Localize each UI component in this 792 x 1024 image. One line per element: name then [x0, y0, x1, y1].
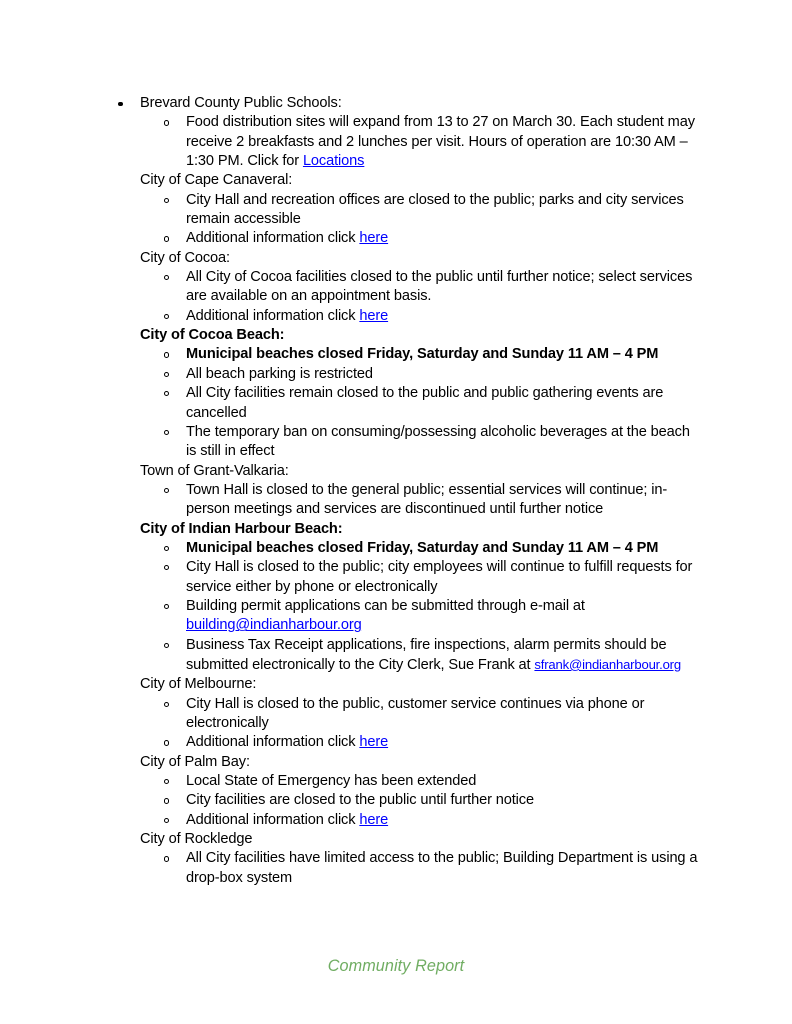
agency-detail-item	[104, 307, 704, 326]
detail-text: All beach parking is restricted	[186, 365, 373, 382]
agency-group	[104, 753, 704, 830]
agency-heading	[104, 830, 704, 849]
agency-group	[104, 520, 704, 676]
circle-bullet-icon	[164, 236, 169, 241]
agency-group	[104, 675, 704, 752]
agency-heading	[104, 171, 704, 190]
agency-detail-item	[104, 481, 704, 520]
circle-bullet-icon	[164, 798, 169, 803]
agency-heading	[104, 249, 704, 268]
detail-text: Building permit applications can be submitted through e-mail at	[186, 597, 585, 614]
circle-bullet-icon	[164, 546, 169, 551]
agency-detail-item	[104, 558, 704, 597]
detail-text: Food distribution sites will expand from 13 to 27 on March 30. Each student may receive 2 breakfasts and 2 lunches per visit. Hours of operation are 10:30 AM – 1:30 PM. Click for	[186, 114, 695, 170]
detail-text: Local State of Emergency has been extended	[186, 773, 477, 790]
agency-detail-item	[104, 113, 704, 171]
detail-text: City facilities are closed to the public until further notice	[186, 792, 534, 809]
agency-heading-text: City of Cocoa Beach:	[140, 327, 285, 344]
circle-bullet-icon	[164, 779, 169, 784]
agency-detail-item	[104, 345, 704, 364]
agency-heading-text: City of Melbourne:	[140, 676, 257, 693]
circle-bullet-icon	[164, 372, 169, 377]
circle-bullet-icon	[164, 565, 169, 570]
circle-bullet-icon	[164, 314, 169, 319]
disc-bullet-icon	[118, 102, 123, 107]
inline-link[interactable]: here	[359, 734, 389, 751]
circle-bullet-icon	[164, 120, 169, 125]
agency-detail-list	[104, 772, 704, 830]
detail-text: The temporary ban on consuming/possessing alcoholic beverages at the beach is still in effect	[186, 423, 690, 460]
circle-bullet-icon	[164, 856, 169, 861]
detail-text: Municipal beaches closed Friday, Saturday and Sunday 11 AM – 4 PM	[186, 539, 659, 556]
agency-group	[104, 830, 704, 888]
circle-bullet-icon	[164, 604, 169, 609]
detail-text: All City facilities have limited access to the public; Building Department is using a drop-box system	[186, 850, 698, 886]
detail-text: All City facilities remain closed to the public and public gathering events are cancelled	[186, 385, 664, 421]
agency-detail-list	[104, 481, 704, 520]
agency-detail-list	[104, 695, 704, 753]
circle-bullet-icon	[164, 702, 169, 707]
detail-text: Additional information click	[186, 307, 360, 324]
circle-bullet-icon	[164, 818, 169, 823]
detail-text: City Hall is closed to the public; city employees will continue to fulfill requests for service either by phone or electronically	[186, 559, 693, 595]
agency-detail-item	[104, 191, 704, 230]
agency-heading-text: City of Cocoa:	[140, 249, 230, 266]
agency-detail-item	[104, 365, 704, 384]
agency-detail-list	[104, 539, 704, 675]
agency-detail-item	[104, 539, 704, 558]
detail-text: All City of Cocoa facilities closed to the public until further notice; select services are available on an appointment basis.	[186, 269, 693, 305]
agency-detail-item	[104, 772, 704, 791]
agency-group	[104, 326, 704, 461]
agency-heading	[104, 753, 704, 772]
agency-heading-text: City of Palm Bay:	[140, 753, 250, 770]
circle-bullet-icon	[164, 430, 169, 435]
agency-detail-item	[104, 791, 704, 810]
inline-link[interactable]: here	[359, 811, 389, 828]
agency-heading-text: City of Rockledge	[140, 831, 253, 848]
agency-heading	[104, 520, 704, 539]
agency-detail-list	[104, 345, 704, 461]
agency-group	[104, 171, 704, 248]
agency-group	[104, 94, 704, 171]
agency-heading-text: Brevard County Public Schools:	[140, 95, 342, 111]
footer-label: Community Report	[327, 957, 465, 975]
circle-bullet-icon	[164, 391, 169, 396]
detail-text: Municipal beaches closed Friday, Saturday and Sunday 11 AM – 4 PM	[186, 346, 659, 363]
inline-link[interactable]: sfrank@indianharbour.org	[534, 656, 681, 672]
agency-detail-item	[104, 849, 704, 888]
agency-detail-list	[104, 268, 704, 326]
detail-text: Business Tax Receipt applications, fire inspections, alarm permits should be submitted electronically to the City Clerk, Sue Frank at	[186, 636, 667, 673]
agency-heading	[104, 462, 704, 481]
agency-heading-text: City of Indian Harbour Beach:	[140, 520, 343, 537]
agency-detail-list	[104, 191, 704, 249]
circle-bullet-icon	[164, 488, 169, 493]
circle-bullet-icon	[164, 643, 169, 648]
agency-detail-item	[104, 695, 704, 734]
inline-link[interactable]: here	[359, 230, 389, 247]
circle-bullet-icon	[164, 740, 169, 745]
agency-group	[104, 249, 704, 326]
agency-detail-list	[104, 113, 704, 171]
document-body	[104, 94, 704, 888]
agency-detail-list	[104, 849, 704, 888]
agency-detail-item	[104, 733, 704, 752]
agency-group	[104, 462, 704, 520]
inline-link[interactable]: Locations	[302, 153, 365, 170]
circle-bullet-icon	[164, 198, 169, 203]
agency-detail-item	[104, 636, 704, 676]
agency-heading	[104, 675, 704, 694]
agency-detail-item	[104, 384, 704, 423]
detail-text: Additional information click	[186, 734, 360, 751]
inline-link[interactable]: building@indianharbour.org	[186, 617, 362, 634]
circle-bullet-icon	[164, 352, 169, 357]
detail-text: Town Hall is closed to the general public; essential services will continue; in-person meetings and services are discontinued until further notice	[186, 481, 668, 518]
agency-heading-text: Town of Grant-Valkaria:	[140, 462, 289, 479]
agency-list	[104, 94, 704, 888]
agency-detail-item	[104, 811, 704, 830]
agency-detail-item	[104, 597, 704, 636]
detail-text: City Hall is closed to the public, customer service continues via phone or electronically	[186, 695, 645, 731]
detail-text: Additional information click	[186, 811, 360, 828]
inline-link[interactable]: here	[359, 307, 389, 324]
agency-detail-item	[104, 268, 704, 307]
agency-heading	[104, 326, 704, 345]
agency-heading-text: City of Cape Canaveral:	[140, 172, 293, 189]
detail-text: City Hall and recreation offices are closed to the public; parks and city services remain accessible	[186, 191, 684, 228]
agency-heading	[104, 94, 704, 113]
detail-text: Additional information click	[186, 230, 360, 247]
agency-detail-item	[104, 229, 704, 248]
circle-bullet-icon	[164, 275, 169, 280]
agency-detail-item	[104, 423, 704, 462]
